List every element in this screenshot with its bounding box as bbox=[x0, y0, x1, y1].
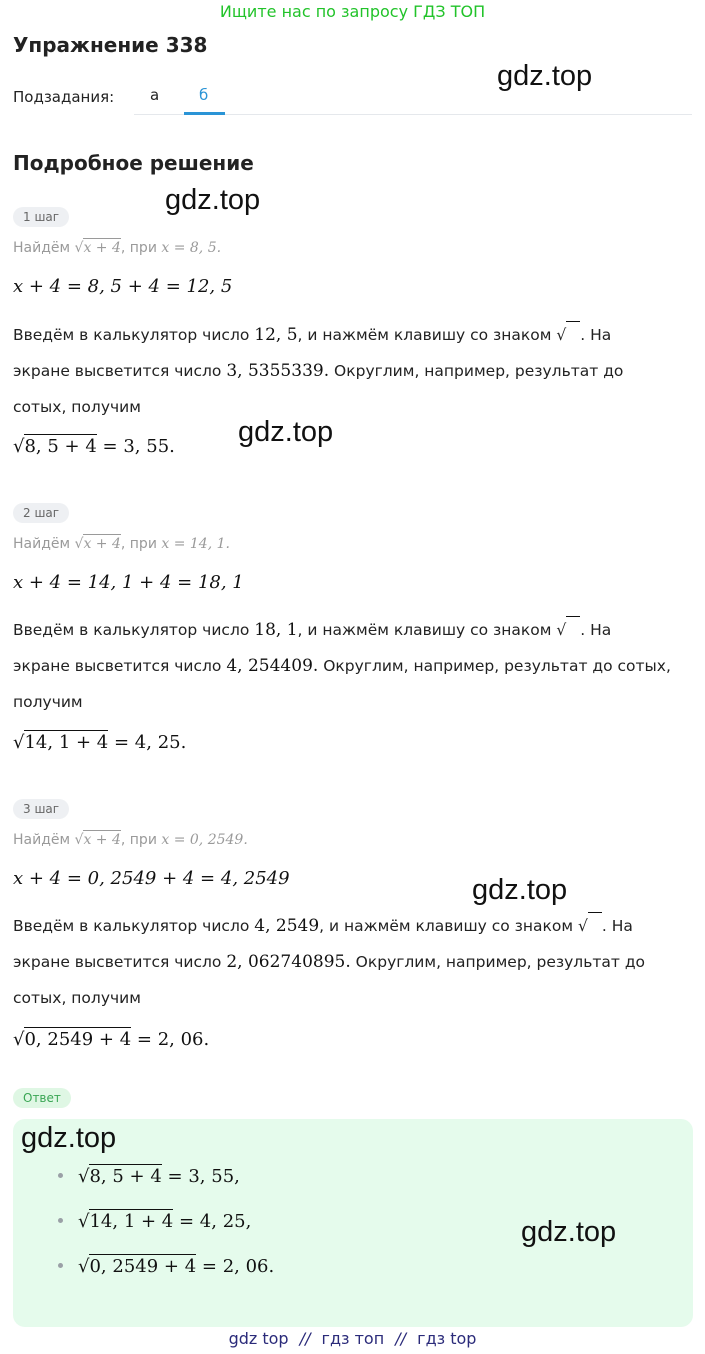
task-condition: x = 0, 2549. bbox=[161, 832, 248, 848]
radicand: 0, 2549 + 4 bbox=[89, 1256, 197, 1277]
radicand: 14, 1 + 4 bbox=[24, 732, 109, 753]
para-text: Округлим, например, результат до bbox=[334, 362, 624, 380]
radicand: 14, 1 + 4 bbox=[89, 1211, 174, 1232]
tab-subtask-a[interactable]: а bbox=[150, 86, 160, 104]
step-badge: 2 шаг bbox=[13, 503, 69, 523]
para-text: Округлим, например, результат до bbox=[355, 953, 646, 971]
step-task-line bbox=[13, 536, 230, 552]
answer-value: = 2, 06. bbox=[201, 1256, 275, 1277]
equation: x + 4 = 8, 5 + 4 = 12, 5 bbox=[13, 276, 233, 297]
para-text: экране высветится число bbox=[13, 953, 222, 971]
sqrt-key-icon: √ bbox=[556, 612, 580, 648]
para-text: получим bbox=[13, 693, 83, 711]
footer-link[interactable]: гдз top bbox=[417, 1329, 477, 1348]
para-number: 18, 1 bbox=[254, 620, 298, 640]
para-text: , и нажмём клавишу со знаком bbox=[297, 326, 552, 344]
sqrt-key-icon: √ bbox=[578, 908, 602, 944]
step-task-line bbox=[13, 240, 221, 256]
sqrt-key-icon: √ bbox=[556, 317, 580, 353]
para-text: , и нажмём клавишу со знаком bbox=[319, 917, 574, 935]
para-text: . На bbox=[580, 621, 612, 639]
equation-line bbox=[13, 868, 290, 889]
sqrt-expression: √x + 4 bbox=[74, 536, 121, 552]
task-prefix: Найдём bbox=[13, 832, 71, 848]
section-title: Подробное решение bbox=[13, 151, 254, 175]
watermark: gdz.top bbox=[521, 1216, 617, 1248]
para-text: сотых, получим bbox=[13, 989, 141, 1007]
radicand: 8, 5 + 4 bbox=[24, 436, 97, 457]
watermark: gdz.top bbox=[21, 1122, 117, 1154]
answer-badge: Ответ bbox=[13, 1088, 71, 1108]
page-title: Упражнение 338 bbox=[13, 33, 208, 57]
task-prefix: Найдём bbox=[13, 240, 71, 256]
task-mid: , при bbox=[120, 240, 157, 256]
step-paragraph bbox=[13, 908, 693, 1016]
para-text: . На bbox=[580, 326, 612, 344]
equation-line bbox=[13, 276, 232, 297]
sqrt-expression: √x + 4 bbox=[74, 832, 121, 848]
para-text: Введём в калькулятор число bbox=[13, 917, 250, 935]
equation-line bbox=[13, 572, 244, 593]
result-value: = 3, 55. bbox=[102, 436, 175, 457]
sqrt-expression: √8, 5 + 4 bbox=[78, 1166, 162, 1187]
para-text: сотых, получим bbox=[13, 398, 141, 416]
para-number: 4, 2549 bbox=[254, 916, 320, 936]
sqrt-expression: √14, 1 + 4 bbox=[13, 732, 109, 753]
para-number: 4, 254409. bbox=[226, 656, 319, 676]
para-number: 2, 062740895. bbox=[226, 952, 351, 972]
step-badge: 3 шаг bbox=[13, 799, 69, 819]
footer-links bbox=[0, 1329, 705, 1348]
bullet-icon bbox=[58, 1173, 63, 1178]
footer-separator: // bbox=[395, 1329, 407, 1348]
answer-item bbox=[58, 1166, 240, 1187]
answer-item bbox=[58, 1256, 274, 1277]
radicand: x + 4 bbox=[83, 240, 121, 256]
result-line bbox=[13, 436, 175, 457]
sqrt-expression: √0, 2549 + 4 bbox=[78, 1256, 197, 1277]
para-text: Введём в калькулятор число bbox=[13, 621, 250, 639]
footer-link[interactable]: gdz top bbox=[228, 1329, 289, 1348]
answer-value: = 3, 55, bbox=[167, 1166, 240, 1187]
equation: x + 4 = 14, 1 + 4 = 18, 1 bbox=[13, 572, 244, 593]
step-paragraph bbox=[13, 612, 693, 720]
bullet-icon bbox=[58, 1218, 63, 1223]
step-task-line bbox=[13, 832, 248, 848]
radicand: x + 4 bbox=[83, 832, 121, 848]
footer-separator: // bbox=[299, 1329, 311, 1348]
task-condition: x = 8, 5. bbox=[161, 240, 222, 256]
watermark: gdz.top bbox=[497, 60, 593, 92]
step-paragraph bbox=[13, 317, 693, 425]
task-condition: x = 14, 1. bbox=[161, 536, 230, 552]
subtasks-label: Подзадания: bbox=[13, 88, 115, 106]
equation: x + 4 = 0, 2549 + 4 = 4, 2549 bbox=[13, 868, 290, 889]
para-text: экране высветится число bbox=[13, 657, 222, 675]
top-banner[interactable]: Ищите нас по запросу ГДЗ ТОП bbox=[219, 2, 486, 21]
watermark: gdz.top bbox=[472, 874, 568, 906]
watermark: gdz.top bbox=[238, 416, 334, 448]
sqrt-expression: √x + 4 bbox=[74, 240, 121, 256]
result-line bbox=[13, 732, 186, 753]
sqrt-expression: √8, 5 + 4 bbox=[13, 436, 97, 457]
result-line bbox=[13, 1029, 209, 1050]
answer-value: = 4, 25, bbox=[179, 1211, 252, 1232]
result-value: = 2, 06. bbox=[136, 1029, 210, 1050]
task-prefix: Найдём bbox=[13, 536, 71, 552]
radicand: 0, 2549 + 4 bbox=[24, 1029, 132, 1050]
watermark: gdz.top bbox=[165, 184, 261, 216]
para-text: Введём в калькулятор число bbox=[13, 326, 250, 344]
sqrt-expression: √14, 1 + 4 bbox=[78, 1211, 174, 1232]
para-text: экране высветится число bbox=[13, 362, 222, 380]
para-number: 3, 5355339. bbox=[226, 361, 330, 381]
answer-item bbox=[58, 1211, 251, 1232]
para-text: Округлим, например, результат до сотых, bbox=[323, 657, 671, 675]
radicand: x + 4 bbox=[83, 536, 121, 552]
radicand: 8, 5 + 4 bbox=[89, 1166, 162, 1187]
sqrt-expression: √0, 2549 + 4 bbox=[13, 1029, 132, 1050]
para-number: 12, 5 bbox=[254, 325, 298, 345]
footer-link[interactable]: гдз топ bbox=[321, 1329, 385, 1348]
active-tab-indicator bbox=[184, 112, 225, 115]
task-mid: , при bbox=[120, 536, 157, 552]
tab-subtask-b[interactable]: б bbox=[199, 86, 209, 104]
result-value: = 4, 25. bbox=[114, 732, 187, 753]
bullet-icon bbox=[58, 1263, 63, 1268]
para-text: . На bbox=[601, 917, 633, 935]
step-badge: 1 шаг bbox=[13, 207, 69, 227]
task-mid: , при bbox=[120, 832, 157, 848]
para-text: , и нажмём клавишу со знаком bbox=[297, 621, 552, 639]
